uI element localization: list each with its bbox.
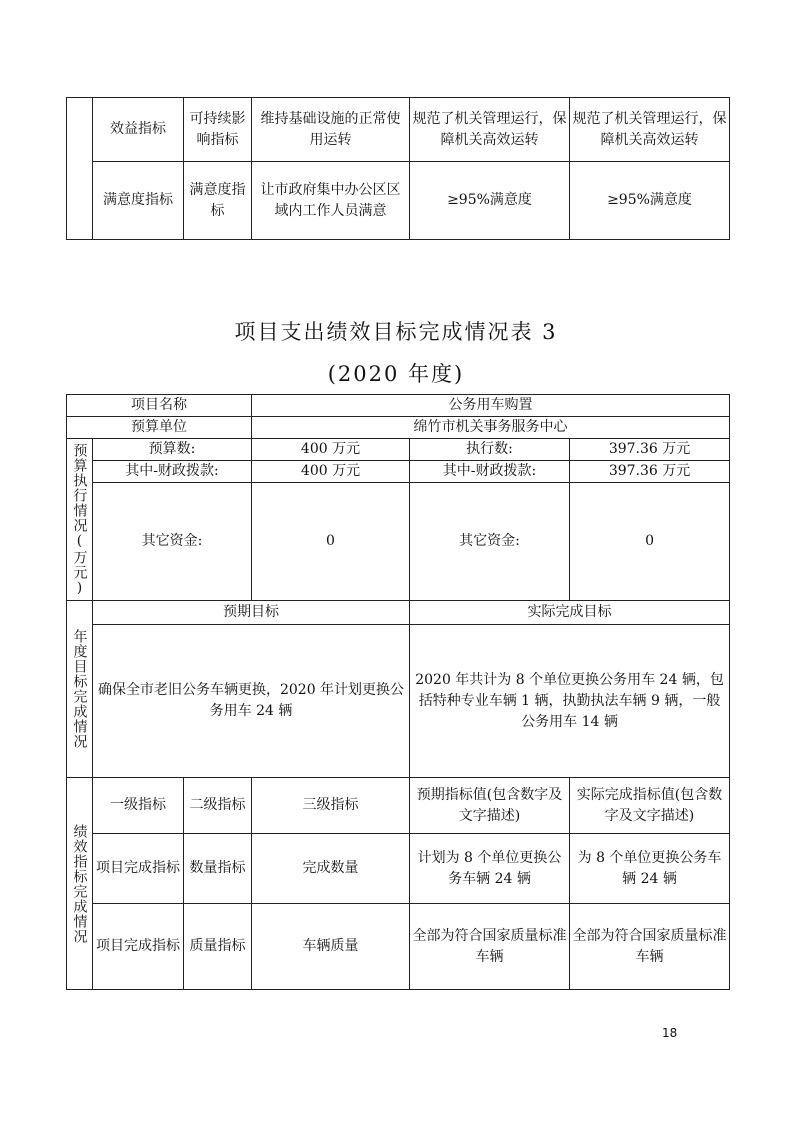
expected-value-cell: 规范了机关管理运行，保障机关高效运转 <box>410 98 570 162</box>
header-actual: 实际完成指标值(包含数字及文字描述) <box>570 778 730 834</box>
fiscal-exec-value: 397.36 万元 <box>570 461 730 483</box>
budget-section-label: 预算执行情况(万元) <box>67 439 93 601</box>
other-funds-exec-label: 其它资金: <box>410 483 570 601</box>
level3-cell: 车辆质量 <box>252 904 410 990</box>
level3-cell: 让市政府集中办公区区域内工作人员满意 <box>252 162 410 240</box>
exec-amount-value: 397.36 万元 <box>570 439 730 461</box>
level2-cell: 数量指标 <box>184 834 252 904</box>
expected-goal-text: 确保全市老旧公务车辆更换，2020 年计划更换公务用车 24 辆 <box>93 625 410 778</box>
page-number: 18 <box>662 1026 678 1040</box>
level3-cell: 完成数量 <box>252 834 410 904</box>
level2-cell: 满意度指标 <box>184 162 252 240</box>
project-name-value: 公务用车购置 <box>252 395 730 417</box>
budget-amount-label: 预算数: <box>93 439 252 461</box>
header-level2: 二级指标 <box>184 778 252 834</box>
budget-unit-value: 绵竹市机关事务服务中心 <box>252 417 730 439</box>
project-performance-table <box>66 394 730 990</box>
project-name-label: 项目名称 <box>67 395 252 417</box>
performance-section-label: 绩效指标完成情况 <box>67 778 93 990</box>
page-subtitle: (2020 年度) <box>327 362 465 386</box>
actual-value-cell: 规范了机关管理运行，保障机关高效运转 <box>570 98 730 162</box>
actual-goal-text: 2020 年共计为 8 个单位更换公务用车 24 辆，包括特种专业车辆 1 辆，执勤执法车辆 9 辆，一般公务用车 14 辆 <box>410 625 730 778</box>
fiscal-budget-value: 400 万元 <box>252 461 410 483</box>
level1-cell: 满意度指标 <box>93 162 184 240</box>
expected-value-cell: 全部为符合国家质量标准车辆 <box>410 904 570 990</box>
actual-goal-header: 实际完成目标 <box>410 601 730 625</box>
level1-cell: 项目完成指标 <box>93 834 184 904</box>
expected-goal-header: 预期目标 <box>93 601 410 625</box>
annual-section-label: 年度目标完成情况 <box>67 601 93 778</box>
header-level1: 一级指标 <box>93 778 184 834</box>
header-expected: 预期指标值(包含数字及文字描述) <box>410 778 570 834</box>
blank-cell <box>67 98 93 240</box>
budget-amount-value: 400 万元 <box>252 439 410 461</box>
actual-value-cell: ≥95%满意度 <box>570 162 730 240</box>
page-title: 项目支出绩效目标完成情况表 3 <box>234 320 558 344</box>
other-funds-exec-value: 0 <box>570 483 730 601</box>
other-funds-value: 0 <box>252 483 410 601</box>
expected-value-cell: 计划为 8 个单位更换公务车辆 24 辆 <box>410 834 570 904</box>
header-level3: 三级指标 <box>252 778 410 834</box>
level1-cell: 项目完成指标 <box>93 904 184 990</box>
level2-cell: 可持续影响指标 <box>184 98 252 162</box>
budget-unit-label: 预算单位 <box>67 417 252 439</box>
level1-cell: 效益指标 <box>93 98 184 162</box>
level3-cell: 维持基础设施的正常使用运转 <box>252 98 410 162</box>
actual-value-cell: 全部为符合国家质量标准车辆 <box>570 904 730 990</box>
fiscal-budget-label: 其中-财政拨款: <box>93 461 252 483</box>
level2-cell: 质量指标 <box>184 904 252 990</box>
other-funds-label: 其它资金: <box>93 483 252 601</box>
actual-value-cell: 为 8 个单位更换公务车辆 24 辆 <box>570 834 730 904</box>
expected-value-cell: ≥95%满意度 <box>410 162 570 240</box>
exec-amount-label: 执行数: <box>410 439 570 461</box>
fiscal-exec-label: 其中-财政拨款: <box>410 461 570 483</box>
performance-table-continued <box>66 97 730 240</box>
